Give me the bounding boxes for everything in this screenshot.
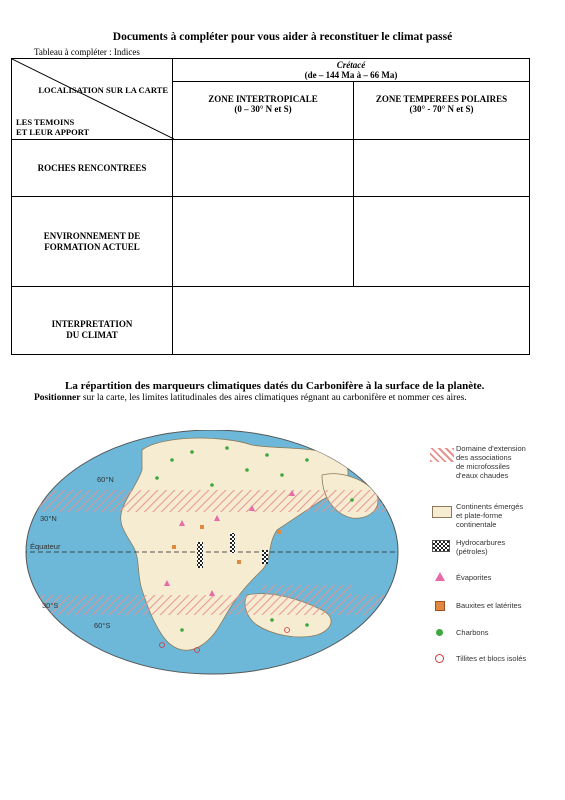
legend-label-continents [456,502,523,529]
corner-bottom-line1: LES TEMOINS [16,117,75,127]
legend-label-charbons: Charbons [456,628,489,637]
legend-warm-line2: des associations [456,453,512,462]
legend-warm-line1: Domaine d'extension [456,444,526,453]
legend-hydro-line2: (pétroles) [456,547,488,556]
legend-hydro-line1: Hydrocarbures [456,538,506,547]
answer-cell-env-temperate[interactable] [354,197,530,287]
period-header [173,59,530,82]
legend-swatch-bauxites [435,601,445,611]
carboniferous-map-figure [22,430,536,680]
row2-line1: ENVIRONNEMENT DE [43,230,141,241]
col2-title: ZONE TEMPEREES POLAIRES [375,93,508,104]
row-label-roches [12,140,173,197]
page-title: Documents à compléter pour vous aider à reconstituer le climat passé [112,31,453,43]
corner-top-label: LOCALISATION SUR LA CARTE [38,85,168,95]
answer-cell-env-intertropical[interactable] [173,197,354,287]
section2-title: La répartition des marqueurs climatiques datés du Carbonifère à la surface de la planète. [65,380,485,392]
lat-60n: 60°N [97,475,114,484]
legend-swatch-hydro [432,540,450,552]
col-intertropical-header [173,81,354,139]
row-label-environnement [12,197,173,287]
period-name: Crétacé [336,59,366,70]
legend-swatch-continents [432,506,452,518]
period-range: (de – 144 Ma à – 66 Ma) [304,69,398,80]
legend-swatch-charbons [436,629,443,636]
legend-label-bauxites: Bauxites et latérites [456,601,522,610]
warm-band-north [22,490,402,512]
col2-range: (30° - 70° N et S) [409,103,474,114]
legend-label-evaporites: Évaporites [456,573,492,582]
clues-table [11,58,530,355]
legend-continents-line3: continentale [456,520,497,529]
hydrocarbon-deposit [262,550,268,564]
answer-cell-interpretation[interactable] [173,287,530,355]
corner-bottom-label [16,117,89,137]
legend-swatch-warm [430,448,454,462]
legend-continents-line1: Continents émergés [456,502,524,511]
row-label-interpretation [12,287,173,355]
legend-label-tillites: Tillites et blocs isolés [456,654,527,663]
col-temperate-header [354,81,530,139]
legend-warm-line3: de microfossiles [456,462,510,471]
lat-30n: 30°N [40,514,57,523]
table-caption: Tableau à compléter : Indices [34,47,140,57]
hydrocarbon-deposit [230,533,235,553]
instr-text: sur la carte, les limites latitudinales des aires climatiques régnant au carbonifère et nommer ces aires. [80,393,467,403]
answer-cell-roches-intertropical[interactable] [173,140,354,197]
lat-60s: 60°S [94,621,111,630]
legend-swatch-evaporites [435,572,445,581]
col1-range: (0 – 30° N et S) [234,103,292,114]
lat-30s: 30°S [42,601,59,610]
row1-line1: ROCHES RENCONTREES [37,162,147,173]
legend-warm-line4: d'eaux chaudes [456,471,509,480]
warm-band-south [22,595,402,615]
corner-cell [12,59,173,140]
legend-continents-line2: et plate-forme [456,511,503,520]
row3-line1: INTERPRETATION [51,318,133,329]
hydrocarbon-deposit [197,542,203,568]
legend-label-warm [456,444,526,480]
row3-line2: DU CLIMAT [66,329,118,340]
legend-label-hydro [456,538,505,556]
col1-title: ZONE INTERTROPICALE [208,93,318,104]
row2-line2: FORMATION ACTUEL [44,241,140,252]
corner-bottom-line2: ET LEUR APPORT [16,127,90,137]
section2-instructions [34,393,524,404]
instr-keyword: Positionner [34,393,81,403]
answer-cell-roches-temperate[interactable] [354,140,530,197]
warm-band-south-east [262,585,352,597]
lat-equator: Équateur [30,542,61,551]
legend-swatch-tillites [435,654,444,663]
